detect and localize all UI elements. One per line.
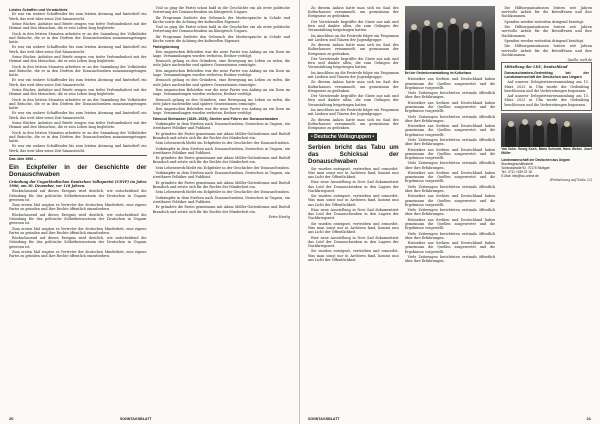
person-figure [561, 125, 572, 147]
address-block [501, 158, 592, 178]
address-line: Tel.: 0711 / 639 22 18 [501, 170, 532, 175]
body-paragraph: Historiker aus Serbien und Deutschland haben gemeinsam die Quellen ausgewertet und die Ergebnisse vorgestellt. [404, 170, 496, 184]
article-headline: Serbien bricht das Tabu um das Schicksal der Donauschwaben [308, 143, 399, 165]
footer-publication-name: SONNTAGSBLATT [120, 417, 152, 421]
person-figure [409, 30, 420, 70]
body-paragraph: Noch in den letzten Monaten arbeitete er an der Sammlung der Volkslieder und Bräuche, die er in den Dörfern der Donauschwaben zusammengetragen hatte. [9, 130, 147, 143]
body-paragraph: Dennoch gelang es den Gründern, eine Bewegung ins Leben zu rufen, die viele Jahre nachwirkte und spätere Generationen ermutigte. [152, 59, 290, 68]
body-paragraph: Der Vorsitzende begrüßte die Gäste aus nah und fern und dankte allen, die zum Gelingen der Veranstaltung beigetragen hatten. [308, 56, 399, 70]
person-head [536, 120, 542, 126]
body-paragraph: Vorkämpfer in dem Streben nach Donauschwaben, Deutschen in Ungarn, ein streitbarer Politiker und Publizist. [152, 195, 290, 204]
person-figure [519, 123, 530, 147]
box-heading: Donauschwaben-Gedenktag bei der Landsmannschaft der Deutschen aus Ungarn [504, 71, 590, 80]
body-paragraph: Zu diesem Anlass hatte man sich im Saal des Kulturhauses versammelt, um gemeinsam der Ereignisse zu gedenken. [308, 117, 399, 130]
person-head [564, 121, 570, 127]
body-paragraph: Er gründete die Partei gemeinsam mit Adam Müller-Guttenbrunn und Rudolf Brandsch und setzte sich für die Rechte der Minderheit ein. [152, 131, 290, 140]
body-paragraph: Den ungarischen Behörden war die neue Partei von Anfang an ein Dorn im Auge. Versammlungen wurden verboten, Redner verfolgt. [152, 68, 290, 77]
section-heading: Letztes Schaffen und Vermächtnis [9, 7, 68, 12]
body-paragraph: Den ungarischen Behörden war die neue Partei von Anfang an ein Dorn im Auge. Versammlungen wurden verboten, Redner verfolgt. [152, 49, 290, 58]
left-col-1 [9, 6, 147, 410]
right-col-1 [308, 6, 399, 410]
body-paragraph: Die Hilfsorganisationen leisten seit Jahren wertvolle Arbeit für die Betroffenen und ihre Nachkommen. [501, 25, 593, 38]
body-paragraph: Sie wurden enteignet, vertrieben und ermordet. Was man sonst nur in Archiven fand, kommt nun ans Licht der Öffentlichkeit. [308, 221, 399, 235]
address-line: E-Mail: info@ldu-online.de [501, 174, 539, 179]
body-paragraph: Sie wurden enteignet, vertrieben und ermordet. Was man sonst nur in Archiven fand, kommt nun ans Licht der Öffentlichkeit. [308, 249, 399, 262]
person-figure [547, 122, 558, 147]
body-paragraph: Der Vorsitzende begrüßte die Gäste aus nah und fern und dankte allen, die zum Gelingen der Veranstaltung beigetragen hatten. [308, 94, 399, 107]
right-col-2 [405, 6, 496, 410]
group-photo [405, 6, 496, 70]
person-figure [461, 29, 472, 70]
person-head [450, 18, 456, 24]
body-paragraph: Er war ein wahrer Schaffender bis zum letzten Atemzug und hinterließ ein Werk, das weit über seine Zeit hinausreicht. [9, 144, 147, 153]
person-head [508, 121, 514, 127]
body-paragraph: Rückschauend auf dieses Ereignis wird deutlich, wie entscheidend die Gründung für das politische Selbstbewusstsein der Deutschen in Ungarn gewesen ist. [9, 189, 147, 202]
body-paragraph: Dennoch gelang es den Gründern, eine Bewegung ins Leben zu rufen, die viele Jahre nachwirkte und spätere Generationen ermutigte. [152, 78, 290, 87]
body-paragraph: Vorkämpfer in dem Streben nach Donauschwaben, Deutschen in Ungarn, ein streitbarer Politiker und Publizist. [152, 121, 290, 131]
body-paragraph: Die Hilfsorganisationen leisten seit Jahren wertvolle Arbeit für die Betroffenen und ihre Nachkommen. [501, 44, 593, 57]
body-paragraph: Viele Zeitzeugen berichteten erstmals öffentlich über ihre Erfahrungen. [404, 161, 496, 170]
person-head [476, 21, 482, 27]
body-paragraph: Viele Zeitzeugen berichteten erstmals öffentlich über ihre Erfahrungen. [404, 184, 496, 193]
section-heading: Edmund Steinacker (1839–1929), Streiter und Führer der Donauschwaben [152, 117, 279, 122]
photo-caption: Bei der Gedenkveranstaltung im Kulturhaus [404, 70, 472, 75]
person-head [463, 23, 469, 29]
body-paragraph: Eine neue Ausstellung in Novi Sad dokumentiert das Leid der Donauschwaben in den Lagern der Nachkriegszeit. [308, 235, 399, 248]
person-head [550, 118, 556, 124]
body-paragraph: Spenden werden weiterhin dringend benötigt. [504, 38, 585, 43]
body-paragraph: Er war ein wahrer Schaffender bis zum letzten Atemzug und hinterließ ein Werk, das weit über seine Zeit hinausreicht. [9, 12, 147, 21]
article-intro: Gründung der Ungarländischen Deutschen Volkspartei (UDVP) im Jahre 1906, am 30. Dezember, vor 118 Jahren. [9, 179, 147, 188]
address-line: Bundesgeschäftsstelle [501, 162, 534, 167]
body-paragraph: Viele Zeitzeugen berichteten erstmals öffentlich über ihre Erfahrungen. [404, 91, 496, 100]
body-paragraph: Ihr Programm forderte den Gebrauch der Muttersprache in Schule und Kirche sowie die Achtung der kulturellen Eigenart. [152, 34, 290, 43]
body-paragraph: Rückschauend auf dieses Ereignis wird deutlich, wie entscheidend die Gründung für das politische Selbstbewusstsein der Deutschen in Ungarn gewesen ist. [9, 212, 147, 226]
person-head [424, 20, 430, 26]
body-paragraph: Zu diesem Anlass hatte man sich im Saal des Kulturhauses versammelt, um gemeinsam der Ereignisse zu gedenken. [308, 43, 399, 56]
body-paragraph: Noch in den letzten Monaten arbeitete er an der Sammlung der Volkslieder und Bräuche, die er in den Dörfern der Donauschwaben zusammengetragen hatte. [9, 31, 147, 44]
box-kicker: Mitteilung der LDU, Deutschland [504, 65, 568, 70]
body-paragraph: Die Hilfsorganisationen leisten seit Jahren wertvolle Arbeit für die Betroffenen und ihre Nachkommen. [501, 6, 593, 19]
person-head [437, 22, 443, 28]
footer-publication-name: SONNTAGSBLATT [308, 417, 340, 421]
announcement-box [501, 62, 592, 111]
body-paragraph: Im Anschluss an die Festrede folgte ein Programm mit Liedern und Tänzen der Jugendgruppe. [308, 33, 399, 42]
body-paragraph: Seine Bücher, Aufsätze und Briefe zeugen von tiefer Verbundenheit mit der Heimat und den Menschen, die er sein Leben lang begleitete. [9, 87, 147, 97]
body-paragraph: Der Vorsitzende begrüßte die Gäste aus nah und fern und dankte allen, die zum Gelingen der Veranstaltung beigetragen hatten. [308, 19, 399, 33]
body-paragraph: Historiker aus Serbien und Deutschland haben gemeinsam die Quellen ausgewertet und die Ergebnisse vorgestellt. [404, 77, 496, 90]
page-number: 20 [9, 416, 14, 421]
person-figure [533, 124, 544, 147]
body-paragraph: Und so ging die Partei schon bald in die Geschichte ein als erste politische Vertretung der Donauschwaben im Königreich Ungarn. [152, 6, 290, 15]
body-paragraph: Ihr Programm forderte den Gebrauch der Muttersprache in Schule und Kirche sowie die Achtung der kulturellen Eigenart. [152, 15, 290, 24]
body-paragraph: Er gründete die Partei gemeinsam mit Adam Müller-Guttenbrunn und Rudolf Brandsch und setzte sich für die Rechte der Minderheit ein. [152, 180, 290, 189]
body-paragraph: Er war ein wahrer Schaffender bis zum letzten Atemzug und hinterließ ein Werk, das weit über seine Zeit hinausreicht. [9, 78, 147, 87]
group-photo [501, 113, 592, 147]
body-paragraph: Und so ging die Partei schon bald in die Geschichte ein als erste politische Vertretung der Donauschwaben im Königreich Ungarn. [152, 25, 290, 34]
continuation-note: (Fortsetzung auf Seite 22) [549, 178, 593, 183]
body-paragraph: Er war ein wahrer Schaffender bis zum letzten Atemzug und hinterließ ein Werk, das weit über seine Zeit hinausreicht. [9, 45, 147, 54]
box-text: Auf unserer Delegiertenversammlung am 15. März 2023 in Ulm wurde der Gedenktag beschlossen und die Vorbereitungen begonnen. [504, 94, 590, 107]
body-paragraph: Noch in den letzten Monaten arbeitete er an der Sammlung der Volkslieder und Bräuche, die er in den Dörfern der Donauschwaben zusammengetragen hatte. [9, 97, 147, 110]
body-paragraph: Sein Lebenswerk bleibt ein Eckpfeiler in der Geschichte der Donauschwaben. [155, 141, 290, 146]
section-band-label: Deutsche Volksgruppen [314, 133, 372, 140]
body-paragraph: Im Anschluss an die Festrede folgte ein Programm mit Liedern und Tänzen der Jugendgruppe. [308, 107, 399, 117]
right-col-3 [501, 6, 592, 410]
box-text: Auf unserer Delegiertenversammlung am 15. März 2023 in Ulm wurde der Gedenktag beschlossen und die Vorbereitungen begonnen. [504, 80, 590, 93]
article-headline: Ein Eckpfeiler in der Geschichte der Donauschwaben [9, 163, 147, 178]
body-paragraph: Sein Lebenswerk bleibt ein Eckpfeiler in der Geschichte der Donauschwaben. [155, 165, 290, 170]
body-paragraph: Viele Zeitzeugen berichteten erstmals öffentlich über ihre Erfahrungen. [404, 231, 496, 240]
body-paragraph: Seine Bücher, Aufsätze und Briefe zeugen von tiefer Verbundenheit mit der Heimat und den Menschen, die er sein Leben lang begleitete. [9, 54, 147, 64]
body-paragraph: Den ungarischen Behörden war die neue Partei von Anfang an ein Dorn im Auge. Versammlungen wurden verboten, Redner verfolgt. [152, 107, 290, 116]
left-col-2 [153, 6, 291, 410]
body-paragraph: Zum ersten Mal wagten es Vertreter der deutschen Minderheit, eine eigene Partei zu gründen und ihre Rechte öffentlich einzufordern. [9, 250, 147, 259]
body-paragraph: Den ungarischen Behörden war die neue Partei von Anfang an ein Dorn im Auge. Versammlungen wurden verboten, Redner verfolgt. [152, 87, 290, 97]
person-figure [422, 26, 433, 70]
section-heading: Parteigründung [152, 44, 180, 49]
source-note: Quelle: welt.de [567, 58, 593, 63]
body-paragraph: Sein Lebenswerk bleibt ein Eckpfeiler in der Geschichte der Donauschwaben. [155, 190, 290, 195]
body-paragraph: Historiker aus Serbien und Deutschland haben gemeinsam die Quellen ausgewertet und die Ergebnisse vorgestellt. [404, 217, 496, 231]
body-paragraph: Noch in den letzten Monaten arbeitete er an der Sammlung der Volkslieder und Bräuche, die er in den Dörfern der Donauschwaben zusammengetragen hatte. [9, 64, 147, 77]
section-band: • Deutsche Volksgruppen • [308, 133, 377, 140]
body-paragraph: Sie wurden enteignet, vertrieben und ermordet. Was man sonst nur in Archiven fand, kommt nun ans Licht der Öffentlichkeit. [308, 194, 399, 207]
body-paragraph: Vorkämpfer in dem Streben nach Donauschwaben, Deutschen in Ungarn, ein streitbarer Politiker und Publizist. [152, 146, 290, 155]
author-signature: Petra Hartig [268, 214, 290, 219]
body-paragraph: Viele Zeitzeugen berichteten erstmals öffentlich über ihre Erfahrungen. [404, 137, 496, 147]
body-paragraph: Er war ein wahrer Schaffender bis zum letzten Atemzug und hinterließ ein Werk, das weit über seine Zeit hinausreicht. [9, 111, 147, 120]
body-paragraph: Spenden werden weiterhin dringend benötigt. [504, 19, 585, 24]
left-columns [9, 6, 290, 410]
body-paragraph: Vorkämpfer in dem Streben nach Donauschwaben, Deutschen in Ungarn, ein streitbarer Politiker und Publizist. [152, 171, 290, 180]
body-paragraph: Zum ersten Mal wagten es Vertreter der deutschen Minderheit, eine eigene Partei zu gründen und ihre Rechte öffentlich einzufordern. [9, 226, 147, 235]
body-paragraph: Er gründete die Partei gemeinsam mit Adam Müller-Guttenbrunn und Rudolf Brandsch und setzte sich für die Rechte der Minderheit ein. [152, 156, 290, 165]
page-number: 21 [586, 416, 591, 421]
person-figure [435, 28, 446, 70]
body-paragraph: Im Anschluss an die Festrede folgte ein Programm mit Liedern und Tänzen der Jugendgruppe. [308, 70, 399, 79]
person-head [522, 119, 528, 125]
body-paragraph: Sie wurden enteignet, vertrieben und ermordet. Was man sonst nur in Archiven fand, kommt nun ans Licht der Öffentlichkeit. [308, 166, 399, 179]
photo-caption: Von links: Georg Koch, Maria Schmidt, Hans Weber, Josef Müller [501, 147, 593, 156]
body-paragraph: Viele Zeitzeugen berichteten erstmals öffentlich über ihre Erfahrungen. [404, 208, 496, 217]
person-figure [448, 24, 459, 70]
body-paragraph: Historiker aus Serbien und Deutschland haben gemeinsam die Quellen ausgewertet und die Ergebnisse vorgestellt. [404, 241, 496, 254]
body-paragraph: Rückschauend auf dieses Ereignis wird deutlich, wie entscheidend die Gründung für das politische Selbstbewusstsein der Deutschen in Ungarn gewesen ist. [9, 236, 147, 249]
date-note: Das Jahr 1906 – [9, 157, 37, 162]
body-paragraph: Viele Zeitzeugen berichteten erstmals öffentlich über ihre Erfahrungen. [404, 114, 496, 123]
body-paragraph: Historiker aus Serbien und Deutschland haben gemeinsam die Quellen ausgewertet und die Ergebnisse vorgestellt. [404, 147, 496, 160]
body-paragraph: Eine neue Ausstellung in Novi Sad dokumentiert das Leid der Donauschwaben in den Lagern der Nachkriegszeit. [308, 207, 399, 221]
body-paragraph: Zu diesem Anlass hatte man sich im Saal des Kulturhauses versammelt, um gemeinsam der Ereignisse zu gedenken. [308, 80, 399, 93]
body-paragraph: Dennoch gelang es den Gründern, eine Bewegung ins Leben zu rufen, die viele Jahre nachwirkte und spätere Generationen ermutigte. [152, 97, 290, 106]
address-title: Landsmannschaft der Deutschen aus Ungarn [501, 158, 571, 163]
divider [9, 155, 147, 156]
body-paragraph: Eine neue Ausstellung in Novi Sad dokumentiert das Leid der Donauschwaben in den Lagern der Nachkriegszeit. [308, 180, 399, 193]
body-paragraph: Zu diesem Anlass hatte man sich im Saal des Kulturhauses versammelt, um gemeinsam der Ereignisse zu gedenken. [308, 6, 399, 19]
person-figure [474, 27, 485, 70]
body-paragraph: Zum ersten Mal wagten es Vertreter der deutschen Minderheit, eine eigene Partei zu gründen und ihre Rechte öffentlich einzufordern. [9, 203, 147, 212]
body-paragraph: Seine Bücher, Aufsätze und Briefe zeugen von tiefer Verbundenheit mit der Heimat und den Menschen, die er sein Leben lang begleitete. [9, 120, 147, 130]
right-columns [308, 6, 592, 410]
person-head [411, 24, 417, 30]
body-paragraph: Historiker aus Serbien und Deutschland haben gemeinsam die Quellen ausgewertet und die Ergebnisse vorgestellt. [404, 100, 496, 114]
body-paragraph: Viele Zeitzeugen berichteten erstmals öffentlich über ihre Erfahrungen. [404, 254, 496, 264]
right-page [300, 0, 600, 424]
person-figure [505, 125, 516, 147]
body-paragraph: Er gründete die Partei gemeinsam mit Adam Müller-Guttenbrunn und Rudolf Brandsch und setzte sich für die Rechte der Minderheit ein. [152, 205, 290, 214]
body-paragraph: Historiker aus Serbien und Deutschland haben gemeinsam die Quellen ausgewertet und die Ergebnisse vorgestellt. [404, 194, 496, 207]
address-line: Schlossstraße 92, 70176 Stuttgart [501, 166, 550, 171]
body-paragraph: Seine Bücher, Aufsätze und Briefe zeugen von tiefer Verbundenheit mit der Heimat und den Menschen, die er sein Leben lang begleitete. [9, 22, 147, 31]
body-paragraph: Historiker aus Serbien und Deutschland haben gemeinsam die Quellen ausgewertet und die Ergebnisse vorgestellt. [404, 124, 496, 137]
